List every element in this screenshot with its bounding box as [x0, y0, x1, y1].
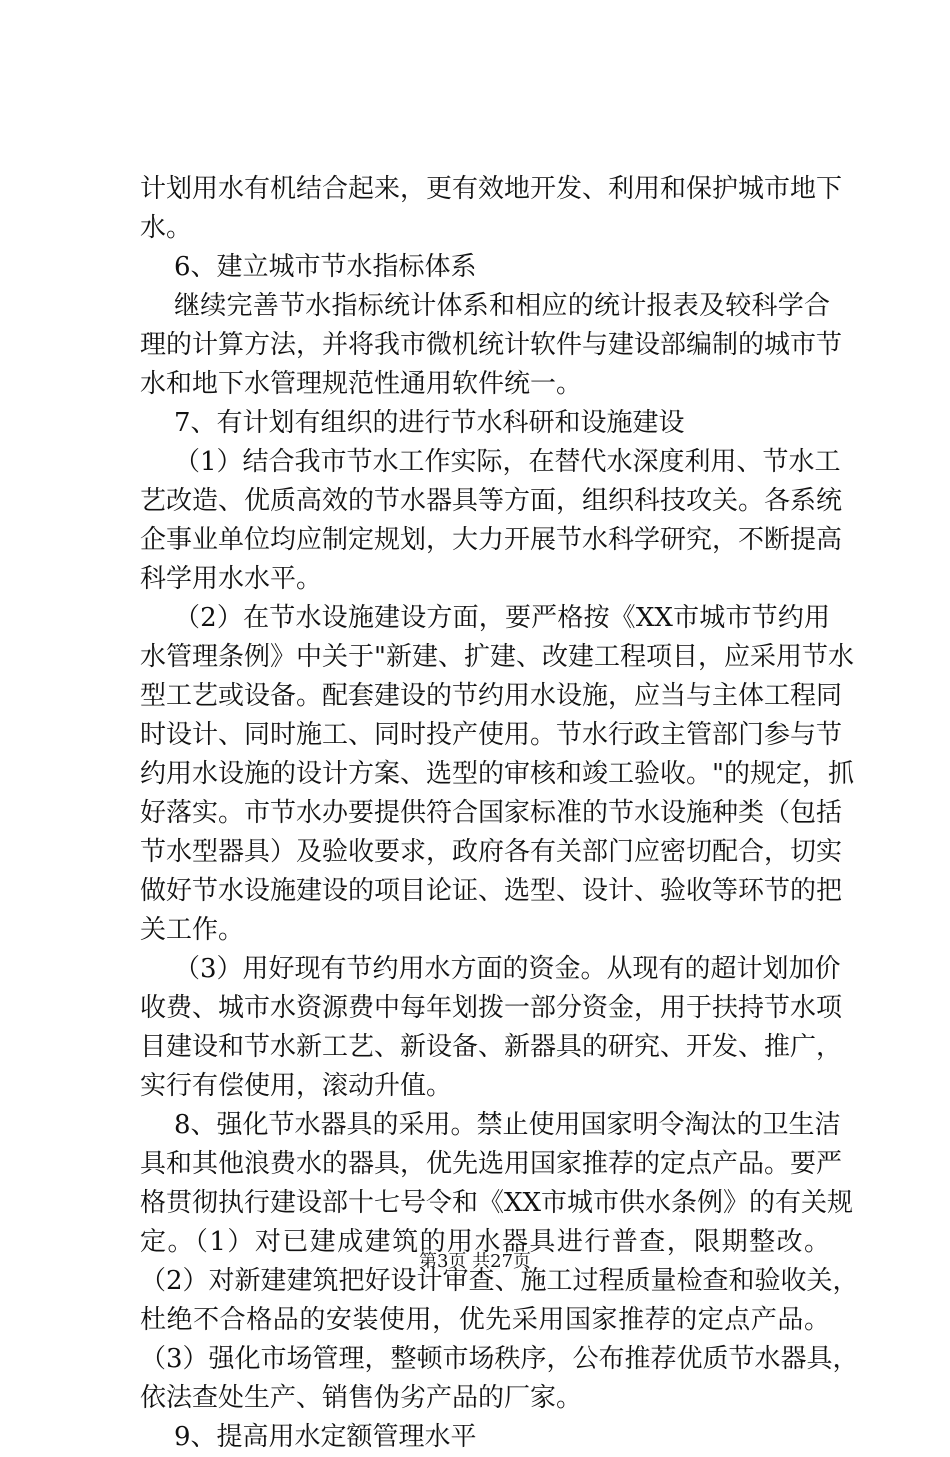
- text-line: 9、提高用水定额管理水平: [174, 1422, 477, 1452]
- text-line: 艺改造、优质高效的节水器具等方面，组织科技攻关。各系统: [140, 486, 843, 516]
- text-line: 企事业单位均应制定规划，大力开展节水科学研究，不断提高: [140, 525, 843, 555]
- text-line: 水和地下水管理规范性通用软件统一。: [140, 369, 583, 399]
- text-line: 继续完善节水指标统计体系和相应的统计报表及较科学合: [174, 291, 830, 321]
- text-line: 水。: [140, 213, 193, 243]
- text-line: 7、有计划有组织的进行节水科研和设施建设: [174, 408, 685, 438]
- text-line: 型工艺或设备。配套建设的节约用水设施，应当与主体工程同: [140, 681, 843, 711]
- text-line: 定。（1）对已建成建筑的用水器具进行普查，限期整改。: [140, 1227, 830, 1257]
- text-line: 目建设和节水新工艺、新设备、新器具的研究、开发、推广，: [140, 1032, 843, 1062]
- text-line: 科学用水水平。: [140, 564, 323, 594]
- text-line: 杜绝不合格品的安装使用，优先采用国家推荐的定点产品。: [140, 1305, 830, 1335]
- text-line: 格贯彻执行建设部十七号令和《XX市城市供水条例》的有关规: [140, 1188, 854, 1218]
- text-line: 时设计、同时施工、同时投产使用。节水行政主管部门参与节: [140, 720, 843, 750]
- text-line: 依法查处生产、销售伪劣产品的厂家。: [140, 1383, 583, 1413]
- text-line: （1）结合我市节水工作实际，在替代水深度利用、节水工: [174, 447, 841, 477]
- text-line: 理的计算方法，并将我市微机统计软件与建设部编制的城市节: [140, 330, 843, 360]
- text-line: 计划用水有机结合起来，更有效地开发、利用和保护城市地下: [140, 174, 843, 204]
- text-line: 做好节水设施建设的项目论证、选型、设计、验收等环节的把: [140, 876, 843, 906]
- page-number-footer: 第3页 共27页: [418, 1251, 532, 1272]
- text-line: 8、强化节水器具的采用。禁止使用国家明令淘汰的卫生洁: [174, 1110, 841, 1140]
- text-line: 水管理条例》中关于"新建、扩建、改建工程项目，应采用节水: [140, 642, 854, 672]
- text-line: 6、建立城市节水指标体系: [174, 252, 477, 282]
- text-line: 约用水设施的设计方案、选型的审核和竣工验收。"的规定，抓: [140, 759, 854, 789]
- text-line: 关工作。: [140, 915, 245, 945]
- text-line: （2）对新建建筑把好设计审查、施工过程质量检查和验收关，: [140, 1266, 859, 1296]
- text-line: 收费、城市水资源费中每年划拨一部分资金，用于扶持节水项: [140, 993, 843, 1023]
- text-line: （3）强化市场管理，整顿市场秩序，公布推荐优质节水器具，: [140, 1344, 859, 1374]
- text-line: 节水型器具）及验收要求，政府各有关部门应密切配合，切实: [140, 837, 843, 867]
- text-line: 具和其他浪费水的器具，优先选用国家推荐的定点产品。要严: [140, 1149, 843, 1179]
- text-line: 实行有偿使用，滚动升值。: [140, 1071, 453, 1101]
- text-line: （3）用好现有节约用水方面的资金。从现有的超计划加价: [174, 954, 841, 984]
- text-line: （2）在节水设施建设方面，要严格按《XX市城市节约用: [174, 603, 830, 633]
- text-line: 好落实。市节水办要提供符合国家标准的节水设施种类（包括: [140, 798, 843, 828]
